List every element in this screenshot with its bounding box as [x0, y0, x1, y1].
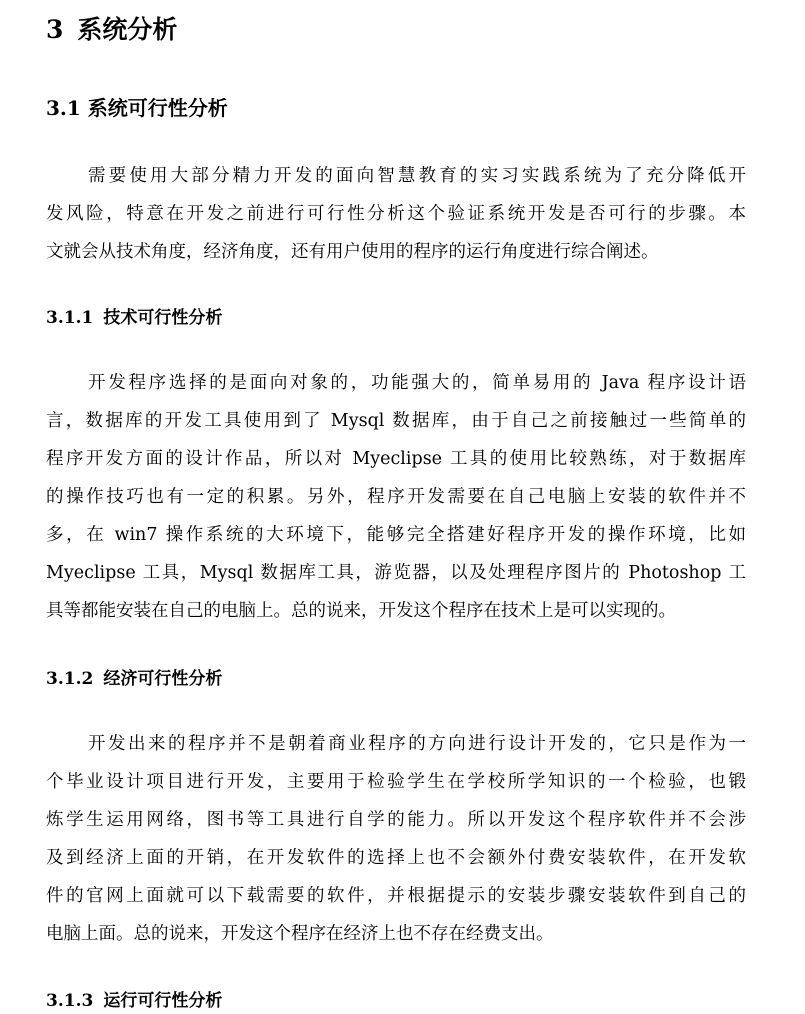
section-intro-paragraph — [46, 157, 746, 271]
paragraph-line: 多，在 win7 操作系统的大环境下，能够完全搭建好程序开发的操作环境，比如 — [46, 525, 746, 545]
subsection-title: 运行可行性分析 — [103, 991, 223, 1011]
subsection-title: 技术可行性分析 — [103, 308, 223, 328]
paragraph-line: 个毕业设计项目进行开发，主要用于检验学生在学校所学知识的一个检验，也锻 — [46, 772, 746, 792]
subsection-number: 3.1.3 — [46, 991, 94, 1011]
paragraph-line: 具等都能安装在自己的电脑上。总的说来，开发这个程序在技术上是可以实现的。 — [46, 601, 676, 621]
subsection-heading-economic — [46, 666, 222, 692]
economic-feasibility-paragraph — [46, 725, 746, 953]
paragraph-line: 及到经济上面的开销，在开发软件的选择上也不会额外付费安装软件，在开发软 — [46, 848, 746, 868]
paragraph-line: 文就会从技术角度，经济角度，还有用户使用的程序的运行角度进行综合阐述。 — [46, 242, 659, 262]
subsection-heading-operational — [46, 988, 222, 1014]
paragraph-line: 开发程序选择的是面向对象的，功能强大的，简单易用的 Java 程序设计语 — [88, 373, 746, 393]
paragraph-line: Myeclipse 工具，Mysql 数据库工具，游览器，以及处理程序图片的 Photoshop 工 — [46, 563, 746, 583]
paragraph-line: 炼学生运用网络，图书等工具进行自学的能力。所以开发这个程序软件并不会涉 — [46, 810, 746, 830]
paragraph-line: 电脑上面。总的说来，开发这个程序在经济上也不存在经费支出。 — [46, 924, 554, 944]
paragraph-line: 开发出来的程序并不是朝着商业程序的方向进行设计开发的，它只是作为一 — [88, 734, 746, 754]
chapter-title: 系统分析 — [77, 15, 178, 44]
subsection-title: 经济可行性分析 — [103, 669, 223, 689]
subsection-number: 3.1.2 — [46, 669, 94, 689]
paragraph-line: 程序开发方面的设计作品，所以对 Myeclipse 工具的使用比较熟练，对于数据库 — [46, 449, 746, 469]
technical-feasibility-paragraph — [46, 364, 746, 630]
paragraph-line: 言，数据库的开发工具使用到了 Mysql 数据库，由于自己之前接触过一些简单的 — [46, 411, 746, 431]
paragraph-line: 的操作技巧也有一定的积累。另外，程序开发需要在自己电脑上安装的软件并不 — [46, 487, 746, 507]
paragraph-line: 发风险，特意在开发之前进行可行性分析这个验证系统开发是否可行的步骤。本 — [46, 204, 746, 224]
paragraph-line: 需要使用大部分精力开发的面向智慧教育的实习实践系统为了充分降低开 — [88, 166, 746, 186]
chapter-heading — [46, 12, 177, 48]
section-heading: 3.1 系统可行性分析 — [46, 96, 228, 120]
paragraph-line: 件的官网上面就可以下载需要的软件，并根据提示的安装步骤安装软件到自己的 — [46, 886, 746, 906]
subsection-number: 3.1.1 — [46, 308, 94, 328]
subsection-heading-technical — [46, 305, 222, 331]
chapter-number: 3 — [46, 15, 64, 44]
